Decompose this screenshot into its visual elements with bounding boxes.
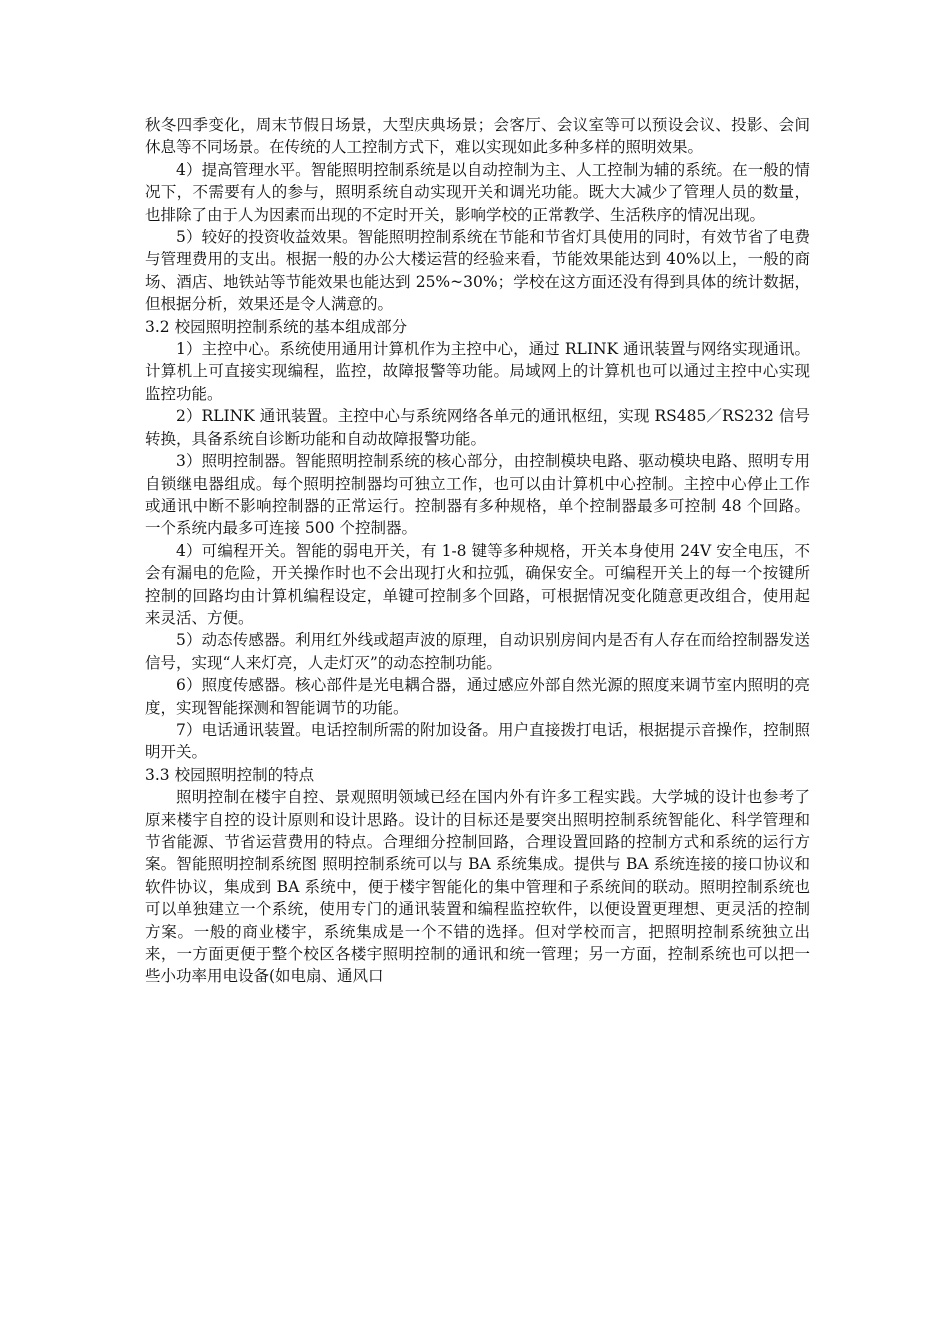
paragraph-main-control-center: 1）主控中心。系统使用通用计算机作为主控中心，通过 RLINK 通讯装置与网络实现通讯。计算机上可直接实现编程，监控，故障报警等功能。局域网上的计算机也可以通过主控中心实现监控功能。 [145,340,810,403]
paragraph-telephone-device: 7）电话通讯装置。电话控制所需的附加设备。用户直接拨打电话，根据提示音操作，控制照明开关。 [145,720,810,762]
paragraph-rlink-device: 2）RLINK 通讯装置。主控中心与系统网络各单元的通讯枢纽，实现 RS485／RS232 信号转换，具备系统自诊断功能和自动故障报警功能。 [145,407,810,448]
document-page [145,114,810,988]
section-heading-3-3: 3.3 校园照明控制的特点 [145,765,315,784]
paragraph-continuation: 秋冬四季变化，周末节假日场景，大型庆典场景；会客厅、会议室等可以预设会议、投影、会间休息等不同场景。在传统的人工控制方式下，难以实现如此多种多样的照明效果。 [145,116,810,157]
paragraph-investment-return: 5）较好的投资收益效果。智能照明控制系统在节能和节省灯具使用的同时，有效节省了电费与管理费用的支出。根据一般的办公大楼运营的经验来看，节能效果能达到 40%以上，一般的商场、酒店、地铁站等节能效果也能达到 25%~30%；学校在这方面还没有得到具体的统计数据，但根据分析，效果还是令人满意的。 [145,228,810,314]
paragraph-lighting-controller: 3）照明控制器。智能照明控制系统的核心部分，由控制模块电路、驱动模块电路、照明专用自锁继电器组成。每个照明控制器均可独立工作，也可以由计算机中心控制。主控中心停止工作或通讯中断不影响控制器的正常运行。控制器有多种规格，单个控制器最多可控制 48 个回路。一个系统内最多可连接 500 个控制器。 [145,452,810,538]
paragraph-light-sensor: 6）照度传感器。核心部件是光电耦合器，通过感应外部自然光源的照度来调节室内照明的亮度，实现智能探测和智能调节的功能。 [145,676,810,717]
paragraph-motion-sensor: 5）动态传感器。利用红外线或超声波的原理，自动识别房间内是否有人存在而给控制器发送信号，实现“人来灯亮，人走灯灭”的动态控制功能。 [145,631,810,672]
paragraph-control-features: 照明控制在楼宇自控、景观照明领域已经在国内外有许多工程实践。大学城的设计也参考了原来楼宇自控的设计原则和设计思路。设计的目标还是要突出照明控制系统智能化、科学管理和节省能源、节省运营费用的特点。合理细分控制回路，合理设置回路的控制方式和系统的运行方案。智能照明控制系统图 照明控制系统可以与 BA 系统集成。提供与 BA 系统连接的接口协议和软件协议，集成到 BA 系统中，便于楼宇智能化的集中管理和子系统间的联动。照明控制系统也可以单独建立一个系统，使用专门的通讯装置和编程监控软件，以便设置更理想、更灵活的控制方案。一般的商业楼宇，系统集成是一个不错的选择。但对学校而言，把照明控制系统独立出来，一方面更便于整个校区各楼宇照明控制的通讯和统一管理；另一方面，控制系统也可以把一些小功率用电设备(如电扇、通风口 [145,788,810,986]
paragraph-management-level: 4）提高管理水平。智能照明控制系统是以自动控制为主、人工控制为辅的系统。在一般的情况下，不需要有人的参与，照明系统自动实现开关和调光功能。既大大减少了管理人员的数量，也排除了由于人为因素而出现的不定时开关，影响学校的正常教学、生活秩序的情况出现。 [145,160,810,224]
section-heading-3-2: 3.2 校园照明控制系统的基本组成部分 [145,317,408,336]
paragraph-programmable-switch: 4）可编程开关。智能的弱电开关，有 1-8 键等多种规格，开关本身使用 24V 安全电压，不会有漏电的危险，开关操作时也不会出现打火和拉弧，确保安全。可编程开关上的每一个按键所控制的回路均由计算机编程设定，单键可控制多个回路，可根据情况变化随意更改组合，使用起来灵活、方便。 [145,541,810,627]
